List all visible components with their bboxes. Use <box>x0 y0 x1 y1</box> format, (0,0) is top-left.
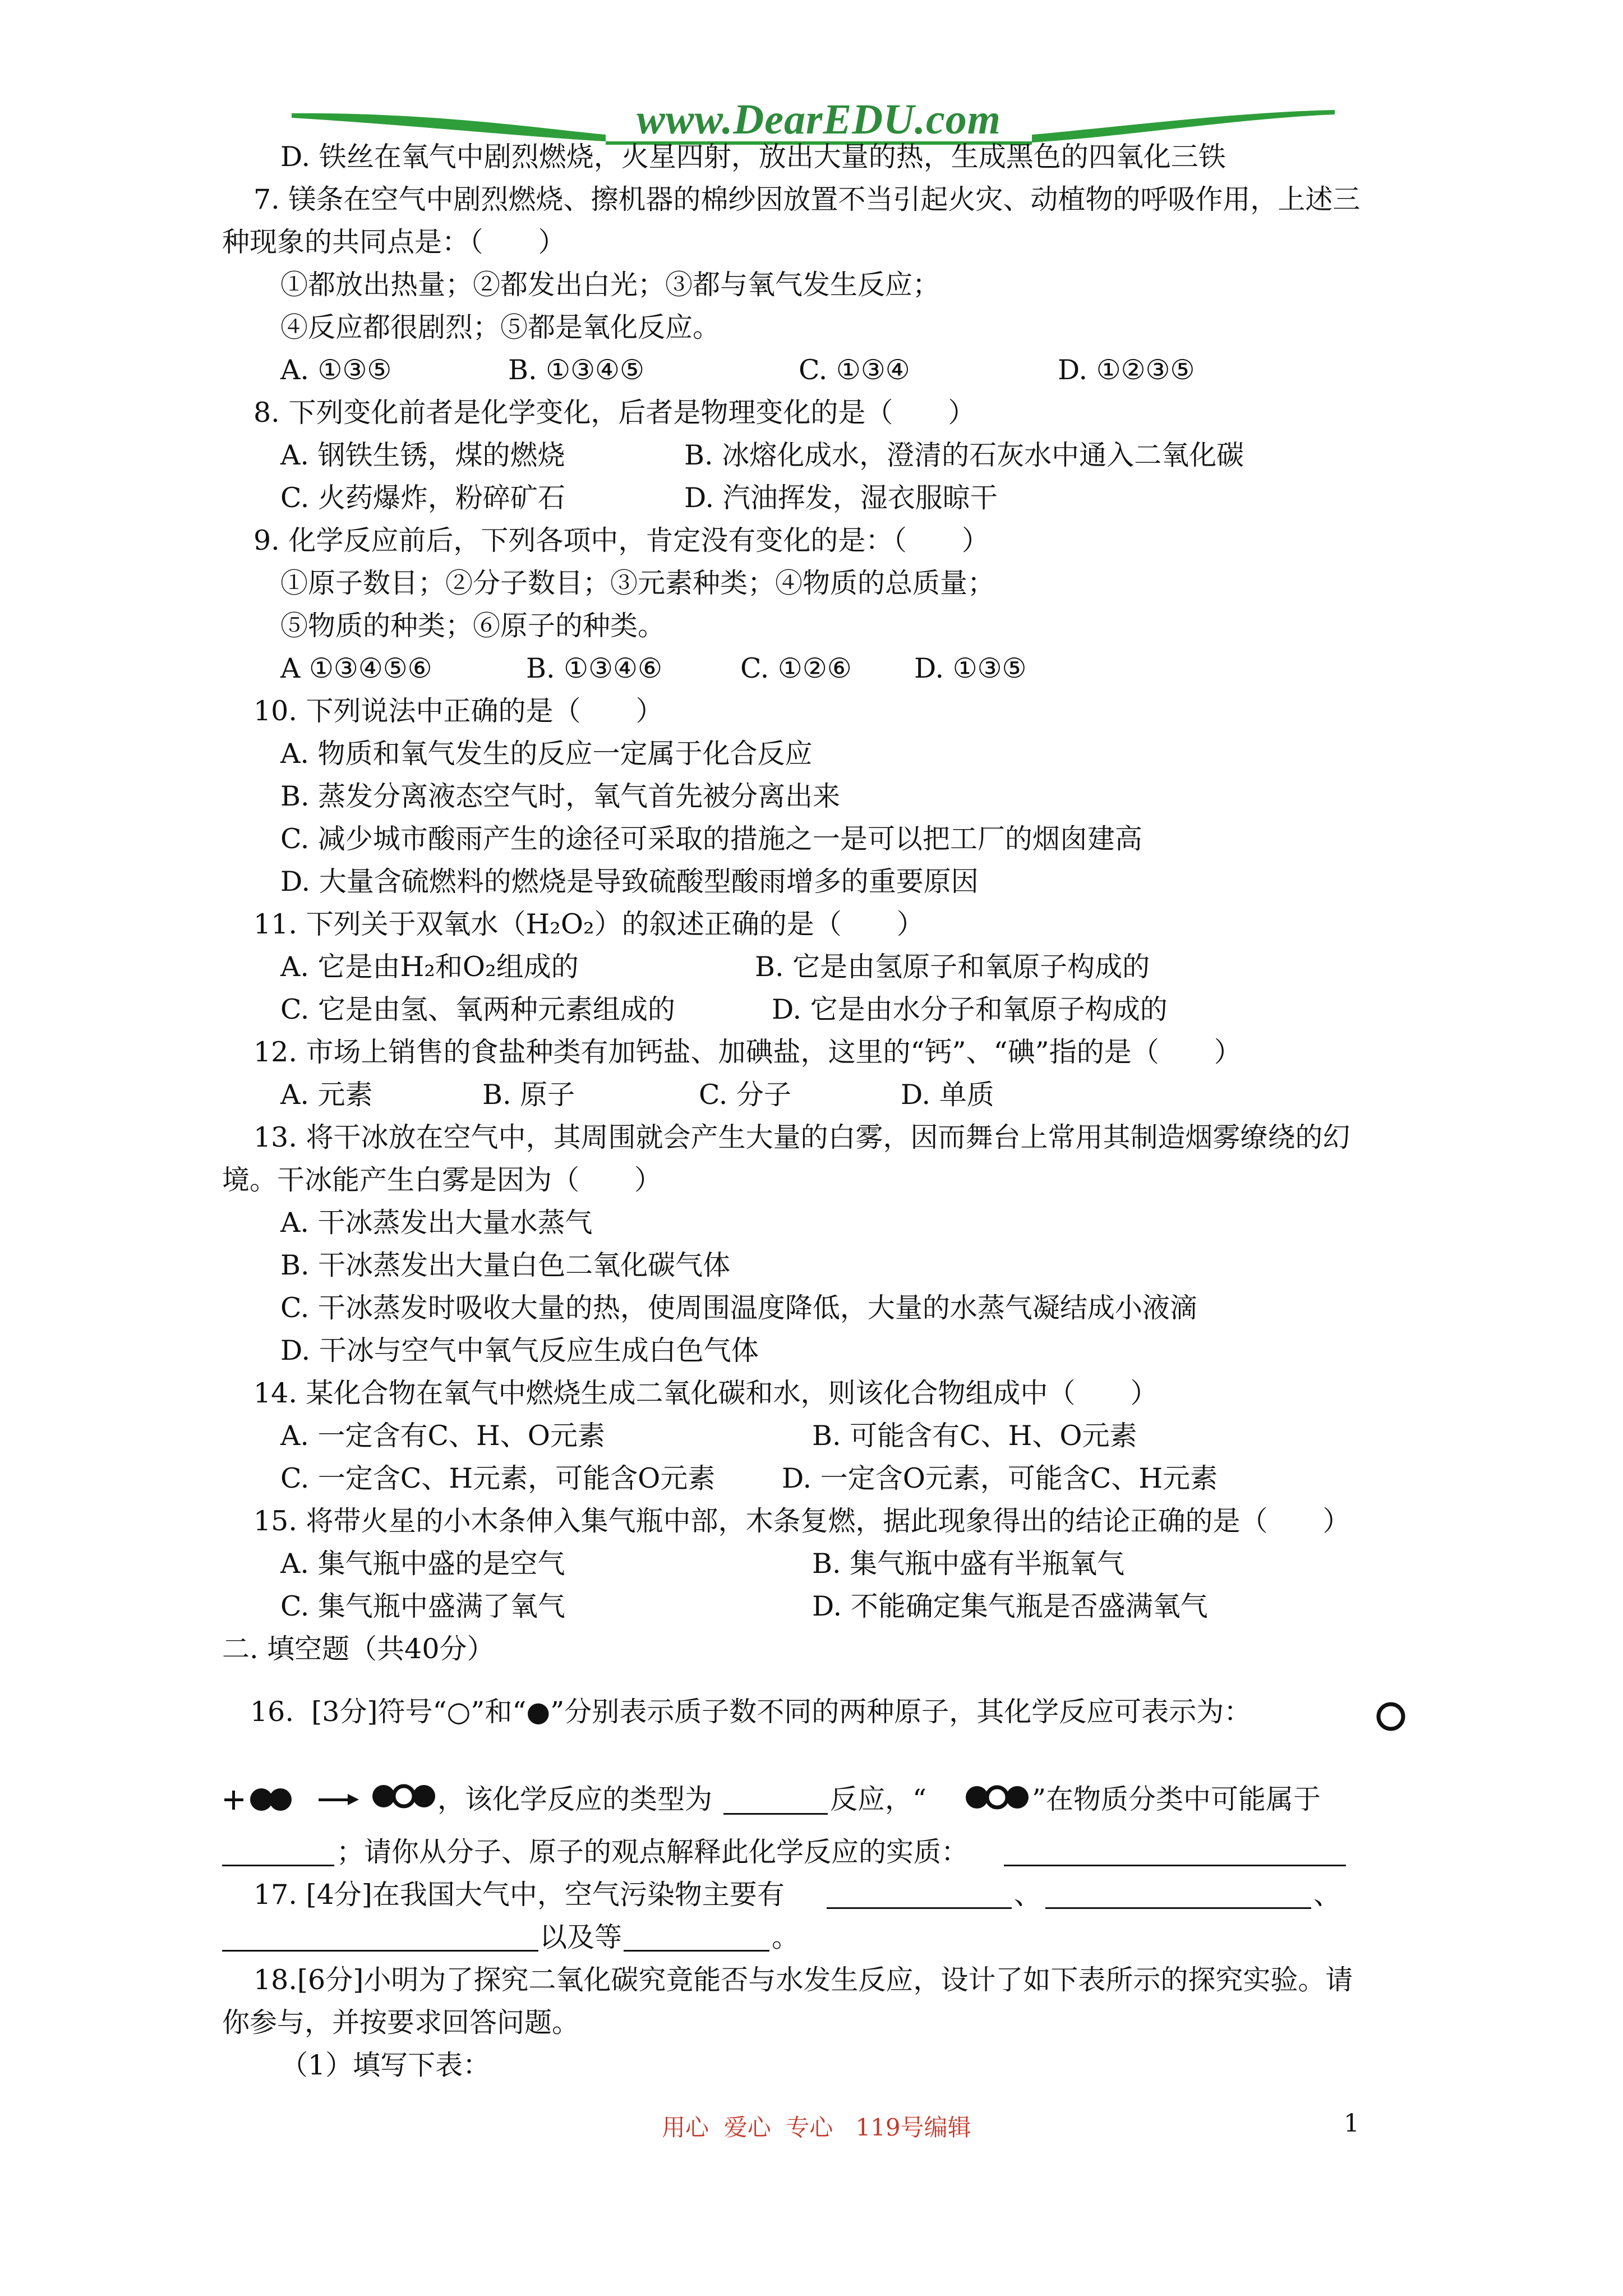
page-footer-note: 用心 爱心 专心 119号编辑 <box>662 2114 971 2141</box>
q8-stem: 8. 下列变化前者是化学变化，后者是物理变化的是（ ） <box>253 397 976 429</box>
q12-option-a: A. 元素 <box>280 1079 373 1111</box>
q10-stem: 10. 下列说法中正确的是（ ） <box>253 695 663 727</box>
q17-and-etc: 以及等 <box>540 1921 623 1953</box>
q18-stem-line2: 你参与，并按要求回答问题。 <box>222 2007 580 2039</box>
q17-separator-1: 、 <box>1014 1879 1042 1911</box>
q16-explanation-blank[interactable] <box>1004 1842 1346 1866</box>
q11-option-b: B. 它是由氢原子和氧原子构成的 <box>755 951 1150 983</box>
q16-stem: 16. [3分]符号“○”和“●”分别表示质子数不同的两种原子，其化学反应可表示为： <box>250 1696 1252 1728</box>
q11-option-c: C. 它是由氢、氧两种元素组成的 <box>280 993 675 1025</box>
q16-reaction-type-label: ，该化学反应的类型为 <box>437 1783 713 1815</box>
q7-stem-line1: 7. 镁条在空气中剧烈燃烧、擦机器的棉纱因放置不当引起火灾、动植物的呼吸作用，上述三 <box>253 183 1361 215</box>
q16-classification-blank[interactable] <box>222 1842 334 1866</box>
q17-stem: 17. [4分]在我国大气中，空气污染物主要有 <box>253 1879 785 1911</box>
q13-option-a: A. 干冰蒸发出大量水蒸气 <box>280 1207 593 1239</box>
q7-stem-line2: 种现象的共同点是：（ ） <box>222 226 566 258</box>
q9-statements-1: ①原子数目；②分子数目；③元素种类；④物质的总质量； <box>280 567 995 599</box>
q17-period: 。 <box>772 1921 800 1953</box>
q14-stem: 14. 某化合物在氧气中燃烧生成二氧化碳和水，则该化合物组成中（ ） <box>253 1377 1158 1409</box>
q16-reaction-type-blank[interactable] <box>723 1791 828 1815</box>
q16-explanation-label: ；请你从分子、原子的观点解释此化学反应的实质： <box>336 1836 969 1868</box>
q18-stem-line1: 18.[6分]小明为了探究二氧化碳究竟能否与水发生反应，设计了如下表所示的探究实验。请 <box>253 1964 1353 1996</box>
q15-option-b: B. 集气瓶中盛有半瓶氧气 <box>812 1548 1125 1580</box>
q9-option-a: A ①③④⑤⑥ <box>280 652 432 684</box>
q11-option-a: A. 它是由H₂和O₂组成的 <box>280 951 579 983</box>
q12-option-c: C. 分子 <box>699 1079 791 1111</box>
q12-option-b: B. 原子 <box>482 1079 575 1111</box>
q13-stem-line1: 13. 将干冰放在空气中，其周围就会产生大量的白雾，因而舞台上常用其制造烟雾缭绕的幻 <box>253 1121 1350 1153</box>
q17-pollutant-blank-3[interactable] <box>222 1927 538 1952</box>
q14-option-d: D. 一定含O元素，可能含C、H元素 <box>782 1462 1218 1494</box>
q12-option-d: D. 单质 <box>901 1079 994 1111</box>
q7-option-c: C. ①③④ <box>799 354 910 386</box>
q10-option-a: A. 物质和氧气发生的反应一定属于化合反应 <box>280 738 813 770</box>
q18-subpart-1: （1）填写下表： <box>280 2049 491 2081</box>
site-logo-text: www.DearEDU.com <box>637 96 1001 143</box>
q11-stem: 11. 下列关于双氧水（H₂O₂）的叙述正确的是（ ） <box>253 908 924 940</box>
q16-classification-label: ”在物质分类中可能属于 <box>1032 1783 1321 1815</box>
q9-option-d: D. ①③⑤ <box>914 652 1027 684</box>
q8-option-a: A. 钢铁生锈，煤的燃烧 <box>280 439 565 471</box>
q14-option-b: B. 可能含有C、H、O元素 <box>812 1420 1137 1452</box>
q8-option-d: D. 汽油挥发，湿衣服晾干 <box>684 482 998 514</box>
q9-option-c: C. ①②⑥ <box>740 652 852 684</box>
q7-statements-1: ①都放出热量；②都发出白光；③都与氧气发生反应； <box>280 269 940 301</box>
open-circle-atom-icon <box>1373 1699 1409 1734</box>
section-fill-blank-title: 二. 填空题（共40分） <box>222 1633 495 1665</box>
q13-stem-line2: 境。干冰能产生白雾是因为（ ） <box>222 1164 662 1196</box>
q10-option-b: B. 蒸发分离液态空气时，氧气首先被分离出来 <box>280 780 841 812</box>
q14-option-c: C. 一定含C、H元素，可能含O元素 <box>280 1462 716 1494</box>
q7-option-d: D. ①②③⑤ <box>1058 354 1195 386</box>
q9-stem: 9. 化学反应前后，下列各项中，肯定没有变化的是：（ ） <box>253 524 989 556</box>
q15-option-c: C. 集气瓶中盛满了氧气 <box>280 1590 565 1622</box>
q15-option-d: D. 不能确定集气瓶是否盛满氧气 <box>812 1590 1208 1622</box>
q17-pollutant-blank-2[interactable] <box>1045 1885 1311 1909</box>
q6-option-d: D. 铁丝在氧气中剧烈燃烧，火星四射，放出大量的热，生成黑色的四氧化三铁 <box>280 141 1226 173</box>
q17-separator-2: 、 <box>1313 1879 1341 1911</box>
q7-option-b: B. ①③④⑤ <box>508 354 644 386</box>
q13-option-c: C. 干冰蒸发时吸收大量的热，使周围温度降低，大量的水蒸气凝结成小液滴 <box>280 1292 1197 1324</box>
q15-option-a: A. 集气瓶中盛的是空气 <box>280 1548 565 1580</box>
q17-pollutant-blank-1[interactable] <box>827 1885 1012 1909</box>
q16-product-quote-open: 反应，“ <box>830 1783 927 1815</box>
q10-option-d: D. 大量含硫燃料的燃烧是导致硫酸型酸雨增多的重要原因 <box>280 866 979 898</box>
q14-option-a: A. 一定含有C、H、O元素 <box>280 1420 605 1452</box>
q12-stem: 12. 市场上销售的食盐种类有加钙盐、加碘盐，这里的“钙”、“碘”指的是（ ） <box>253 1036 1242 1068</box>
product-molecule-icon <box>965 1783 1032 1814</box>
q7-option-a: A. ①③⑤ <box>280 354 392 386</box>
q11-option-d: D. 它是由水分子和氧原子构成的 <box>772 993 1168 1025</box>
q17-pollutant-blank-4[interactable] <box>624 1927 769 1952</box>
q8-option-b: B. 冰熔化成水，澄清的石灰水中通入二氧化碳 <box>684 439 1244 471</box>
q9-option-b: B. ①③④⑥ <box>526 652 662 684</box>
q7-statements-2: ④反应都很剧烈；⑤都是氧化反应。 <box>280 311 721 343</box>
q9-statements-2: ⑤物质的种类；⑥原子的种类。 <box>280 610 666 642</box>
page-number: 1 <box>1344 2109 1359 2138</box>
q13-option-b: B. 干冰蒸发出大量白色二氧化碳气体 <box>280 1249 731 1281</box>
q8-option-c: C. 火药爆炸，粉碎矿石 <box>280 482 565 514</box>
q15-stem: 15. 将带火星的小木条伸入集气瓶中部，木条复燃，据此现象得出的结论正确的是（ ） <box>253 1505 1350 1537</box>
q10-option-c: C. 减少城市酸雨产生的途径可采取的措施之一是可以把工厂的烟囱建高 <box>280 823 1142 855</box>
q13-option-d: D. 干冰与空气中氧气反应生成白色气体 <box>280 1335 759 1366</box>
